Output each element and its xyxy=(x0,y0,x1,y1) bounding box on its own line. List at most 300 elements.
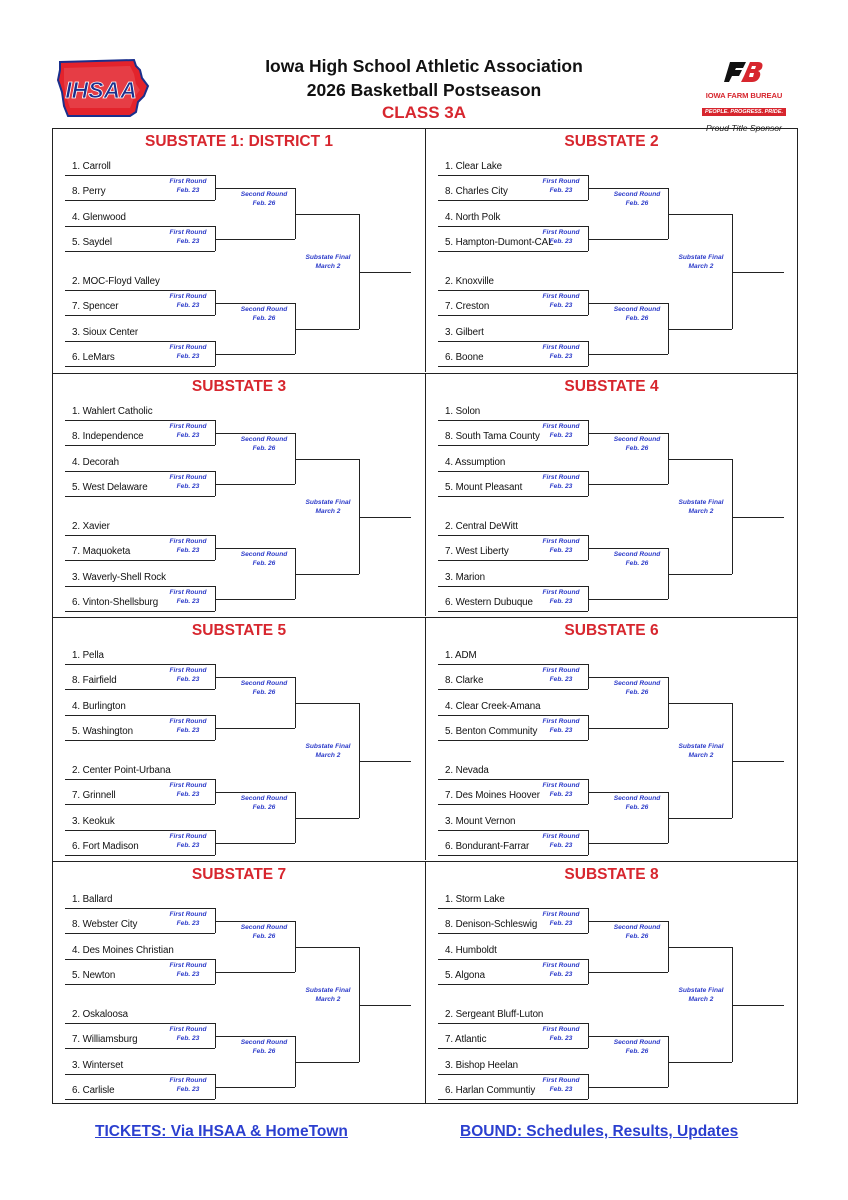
team-slot[interactable] xyxy=(65,1007,215,1024)
substate-final-label-date: March 2 xyxy=(688,751,714,759)
substate-title: SUBSTATE 7 xyxy=(191,866,287,883)
team-slot[interactable] xyxy=(65,159,215,176)
team-name: 7. Spencer xyxy=(72,301,119,312)
first-round-label-title: First Round xyxy=(169,718,207,725)
bracket-line xyxy=(215,303,295,304)
second-round-label xyxy=(229,680,299,697)
first-round-label xyxy=(526,833,596,850)
team-name: 5. Mount Pleasant xyxy=(445,482,523,493)
first-round-label-date: Feb. 23 xyxy=(176,301,200,309)
bracket-line xyxy=(588,433,668,434)
first-round-label-title: First Round xyxy=(169,1026,207,1033)
first-round-label xyxy=(526,178,596,195)
substate-final-label-title: Substate Final xyxy=(305,743,351,750)
second-round-label-date: Feb. 26 xyxy=(625,444,649,452)
team-name: 3. Marion xyxy=(445,572,485,583)
bracket-line xyxy=(215,792,295,793)
second-round-label-title: Second Round xyxy=(613,436,661,443)
first-round-label xyxy=(153,344,223,361)
substate-6-panel xyxy=(425,617,797,860)
sponsor-label: Proud Title Sponsor xyxy=(706,123,782,133)
bracket-line xyxy=(215,599,295,600)
team-name: 5. Hampton-Dumont-CAL xyxy=(445,237,554,248)
team-slot[interactable] xyxy=(65,814,215,831)
first-round-label-title: First Round xyxy=(542,962,580,969)
second-round-label-title: Second Round xyxy=(240,551,288,558)
bound-link[interactable]: BOUND: Schedules, Results, Updates xyxy=(460,1123,739,1140)
first-round-label-date: Feb. 23 xyxy=(549,790,573,798)
team-name: 6. LeMars xyxy=(72,352,115,363)
first-round-label-date: Feb. 23 xyxy=(176,790,200,798)
team-name: 4. Humboldt xyxy=(445,945,497,956)
substate-final-label xyxy=(666,499,736,516)
team-name: 4. North Polk xyxy=(445,212,501,223)
team-name: 1. Clear Lake xyxy=(445,161,502,172)
first-round-label xyxy=(526,293,596,310)
bracket-line xyxy=(215,188,295,189)
second-round-label xyxy=(229,924,299,941)
bracket-line xyxy=(215,1087,295,1088)
bracket-line xyxy=(215,354,295,355)
first-round-label-title: First Round xyxy=(542,1077,580,1084)
second-round-label-title: Second Round xyxy=(240,191,288,198)
team-slot[interactable] xyxy=(65,455,215,472)
team-name: 1. Storm Lake xyxy=(445,894,505,905)
team-name: 1. ADM xyxy=(445,650,477,661)
first-round-label xyxy=(526,782,596,799)
second-round-label-date: Feb. 26 xyxy=(625,932,649,940)
substate-final-label-date: March 2 xyxy=(688,507,714,515)
team-name: 2. Knoxville xyxy=(445,276,494,287)
team-slot[interactable] xyxy=(65,892,215,909)
team-name: 4. Assumption xyxy=(445,457,506,468)
first-round-label xyxy=(526,667,596,684)
substate-final-label xyxy=(293,987,363,1004)
team-name: 8. South Tama County xyxy=(445,431,540,442)
first-round-label xyxy=(153,962,223,979)
first-round-label-date: Feb. 23 xyxy=(176,352,200,360)
team-name: 7. Des Moines Hoover xyxy=(445,790,540,801)
team-name: 3. Sioux Center xyxy=(72,327,139,338)
team-name: 2. Xavier xyxy=(72,521,110,532)
team-name: 2. MOC-Floyd Valley xyxy=(72,276,160,287)
first-round-label-date: Feb. 23 xyxy=(549,1085,573,1093)
team-slot[interactable] xyxy=(65,325,215,342)
second-round-label-title: Second Round xyxy=(240,680,288,687)
first-round-label xyxy=(153,911,223,928)
second-round-label-date: Feb. 26 xyxy=(625,559,649,567)
first-round-label xyxy=(526,538,596,555)
first-round-label-title: First Round xyxy=(542,667,580,674)
team-name: 7. West Liberty xyxy=(445,546,509,557)
first-round-label-title: First Round xyxy=(542,589,580,596)
substate-final-label-title: Substate Final xyxy=(678,987,724,994)
bracket-line xyxy=(668,214,732,215)
title-block xyxy=(200,54,648,124)
first-round-label-title: First Round xyxy=(542,782,580,789)
first-round-label-title: First Round xyxy=(169,1077,207,1084)
substate-4-panel xyxy=(425,373,797,616)
second-round-label-date: Feb. 26 xyxy=(252,803,276,811)
second-round-label xyxy=(229,191,299,208)
bracket-line xyxy=(732,272,784,273)
first-round-label xyxy=(526,911,596,928)
team-name: 4. Des Moines Christian xyxy=(72,945,174,956)
bracket-line xyxy=(295,214,359,215)
farm-bureau-logo-icon xyxy=(724,60,764,84)
substate-title: SUBSTATE 6 xyxy=(564,622,659,639)
substate-final-label-title: Substate Final xyxy=(678,499,724,506)
first-round-label-date: Feb. 23 xyxy=(549,431,573,439)
second-round-label-date: Feb. 26 xyxy=(252,444,276,452)
substate-final-label-date: March 2 xyxy=(315,262,341,270)
first-round-label xyxy=(153,293,223,310)
first-round-label-title: First Round xyxy=(169,911,207,918)
second-round-label xyxy=(602,1039,672,1056)
team-name: 8. Fairfield xyxy=(72,675,117,686)
bracket-line xyxy=(588,1087,668,1088)
team-slot[interactable] xyxy=(438,892,588,909)
team-slot[interactable] xyxy=(438,210,588,227)
bracket-line xyxy=(295,947,359,948)
association-title: Iowa High School Athletic Association xyxy=(265,56,583,76)
substate-title: SUBSTATE 4 xyxy=(564,378,659,395)
first-round-label xyxy=(526,1026,596,1043)
bracket-line xyxy=(588,354,668,355)
first-round-label-date: Feb. 23 xyxy=(549,841,573,849)
team-name: 4. Decorah xyxy=(72,457,119,468)
bracket-line xyxy=(359,517,411,518)
team-name: 8. Independence xyxy=(72,431,144,442)
bracket-line xyxy=(588,728,668,729)
bracket-line xyxy=(215,677,295,678)
substate-final-label-title: Substate Final xyxy=(305,254,351,261)
first-round-label xyxy=(153,474,223,491)
second-round-label xyxy=(602,436,672,453)
team-name: 7. Williamsburg xyxy=(72,1034,138,1045)
sponsor-name: IOWA FARM BUREAU xyxy=(705,91,783,100)
second-round-label xyxy=(602,924,672,941)
substate-final-label-date: March 2 xyxy=(688,262,714,270)
bracket-line xyxy=(668,574,732,575)
team-slot[interactable] xyxy=(438,648,588,665)
substate-final-label xyxy=(666,254,736,271)
bracket-line xyxy=(215,921,295,922)
ihsaa-logo-text: IHSAA xyxy=(65,77,137,103)
first-round-label-date: Feb. 23 xyxy=(549,546,573,554)
first-round-label-title: First Round xyxy=(542,344,580,351)
second-round-label-date: Feb. 26 xyxy=(252,932,276,940)
team-name: 7. Creston xyxy=(445,301,490,312)
bracket-line xyxy=(732,761,784,762)
team-name: 6. Vinton-Shellsburg xyxy=(72,597,159,608)
first-round-label xyxy=(526,474,596,491)
team-slot[interactable] xyxy=(65,1058,215,1075)
bracket-line xyxy=(588,792,668,793)
team-name: 3. Waverly-Shell Rock xyxy=(72,572,166,583)
bracket-line xyxy=(295,329,359,330)
first-round-label xyxy=(153,229,223,246)
first-round-label-title: First Round xyxy=(542,718,580,725)
team-name: 7. Maquoketa xyxy=(72,546,131,557)
first-round-label-title: First Round xyxy=(169,667,207,674)
bracket-line xyxy=(588,1036,668,1037)
substate-title: SUBSTATE 3 xyxy=(191,378,287,395)
substate-3-panel xyxy=(53,373,425,616)
team-slot[interactable] xyxy=(438,699,588,716)
first-round-label-title: First Round xyxy=(169,962,207,969)
team-slot[interactable] xyxy=(438,455,588,472)
first-round-label-date: Feb. 23 xyxy=(549,301,573,309)
first-round-label xyxy=(153,423,223,440)
bracket-line xyxy=(588,548,668,549)
bracket-line xyxy=(588,921,668,922)
class-label: CLASS 3A xyxy=(381,103,467,122)
team-name: 5. West Delaware xyxy=(72,482,148,493)
first-round-label-date: Feb. 23 xyxy=(176,1034,200,1042)
substate-7-panel xyxy=(53,861,425,1104)
second-round-label-date: Feb. 26 xyxy=(625,688,649,696)
first-round-label-title: First Round xyxy=(169,833,207,840)
first-round-label xyxy=(153,178,223,195)
first-round-label-title: First Round xyxy=(542,1026,580,1033)
substate-final-label-date: March 2 xyxy=(315,751,341,759)
bracket-line xyxy=(215,484,295,485)
bracket-line xyxy=(215,239,295,240)
page-header xyxy=(0,0,848,133)
team-name: 2. Center Point-Urbana xyxy=(72,765,171,776)
substate-8-panel xyxy=(425,861,797,1104)
team-name: 1. Solon xyxy=(445,406,481,417)
team-name: 3. Bishop Heelan xyxy=(445,1060,519,1071)
team-slot[interactable] xyxy=(438,519,588,536)
second-round-label xyxy=(229,436,299,453)
bracket-line xyxy=(588,599,668,600)
second-round-label-title: Second Round xyxy=(240,1039,288,1046)
team-slot[interactable] xyxy=(438,1058,588,1075)
bracket-line xyxy=(215,1036,295,1037)
first-round-label-title: First Round xyxy=(542,293,580,300)
second-round-label-title: Second Round xyxy=(240,436,288,443)
first-round-label-date: Feb. 23 xyxy=(176,431,200,439)
team-slot[interactable] xyxy=(65,699,215,716)
bracket-line xyxy=(215,728,295,729)
first-round-label xyxy=(526,962,596,979)
substate-final-label-title: Substate Final xyxy=(305,499,351,506)
second-round-label-title: Second Round xyxy=(613,924,661,931)
first-round-label-title: First Round xyxy=(169,344,207,351)
first-round-label-title: First Round xyxy=(542,911,580,918)
bracket-line xyxy=(588,677,668,678)
first-round-label-title: First Round xyxy=(542,833,580,840)
first-round-label xyxy=(526,589,596,606)
second-round-label xyxy=(229,551,299,568)
substate-final-label xyxy=(666,743,736,760)
second-round-label xyxy=(602,795,672,812)
first-round-label-title: First Round xyxy=(169,423,207,430)
bracket-line xyxy=(359,272,411,273)
team-slot[interactable] xyxy=(65,274,215,291)
second-round-label-date: Feb. 26 xyxy=(252,199,276,207)
team-slot[interactable] xyxy=(438,404,588,421)
substate-final-label xyxy=(666,987,736,1004)
first-round-label xyxy=(526,718,596,735)
team-name: 5. Benton Community xyxy=(445,726,538,737)
team-name: 6. Harlan Communtiy xyxy=(445,1085,536,1096)
team-name: 8. Webster City xyxy=(72,919,138,930)
team-name: 6. Western Dubuque xyxy=(445,597,533,608)
first-round-label-title: First Round xyxy=(542,423,580,430)
bracket-line xyxy=(295,459,359,460)
team-name: 5. Algona xyxy=(445,970,485,981)
team-name: 3. Winterset xyxy=(72,1060,124,1071)
team-name: 8. Charles City xyxy=(445,186,508,197)
first-round-label-date: Feb. 23 xyxy=(176,970,200,978)
team-slot[interactable] xyxy=(438,763,588,780)
second-round-label-title: Second Round xyxy=(240,924,288,931)
second-round-label-title: Second Round xyxy=(613,795,661,802)
first-round-label xyxy=(526,423,596,440)
first-round-label-title: First Round xyxy=(542,178,580,185)
first-round-label xyxy=(153,782,223,799)
team-slot[interactable] xyxy=(65,404,215,421)
bracket-line xyxy=(732,1005,784,1006)
first-round-label-date: Feb. 23 xyxy=(176,841,200,849)
first-round-label-date: Feb. 23 xyxy=(549,970,573,978)
first-round-label-date: Feb. 23 xyxy=(549,919,573,927)
bracket-line xyxy=(588,239,668,240)
first-round-label xyxy=(153,718,223,735)
team-name: 4. Glenwood xyxy=(72,212,126,223)
team-name: 1. Wahlert Catholic xyxy=(72,406,153,417)
first-round-label-date: Feb. 23 xyxy=(176,675,200,683)
team-name: 6. Carlisle xyxy=(72,1085,115,1096)
second-round-label-title: Second Round xyxy=(613,1039,661,1046)
team-slot[interactable] xyxy=(65,943,215,960)
team-name: 5. Washington xyxy=(72,726,133,737)
team-name: 1. Carroll xyxy=(72,161,111,172)
team-slot[interactable] xyxy=(65,519,215,536)
second-round-label-title: Second Round xyxy=(613,306,661,313)
substate-final-label-title: Substate Final xyxy=(305,987,351,994)
team-slot[interactable] xyxy=(438,1007,588,1024)
first-round-label xyxy=(153,538,223,555)
team-name: 6. Fort Madison xyxy=(72,841,139,852)
team-name: 6. Bondurant-Farrar xyxy=(445,841,530,852)
substate-1-panel xyxy=(53,129,425,372)
sponsor-block xyxy=(696,60,792,133)
first-round-label-date: Feb. 23 xyxy=(549,352,573,360)
bracket-line xyxy=(359,1005,411,1006)
first-round-label-date: Feb. 23 xyxy=(176,1085,200,1093)
substate-title: SUBSTATE 1: DISTRICT 1 xyxy=(144,133,334,150)
second-round-label xyxy=(602,680,672,697)
bracket-line xyxy=(588,303,668,304)
tickets-link[interactable]: TICKETS: Via IHSAA & HomeTown xyxy=(95,1123,348,1140)
first-round-label xyxy=(153,589,223,606)
second-round-label xyxy=(229,1039,299,1056)
team-name: 5. Newton xyxy=(72,970,116,981)
first-round-label-title: First Round xyxy=(542,538,580,545)
team-slot[interactable] xyxy=(438,159,588,176)
team-slot[interactable] xyxy=(438,570,588,587)
second-round-label-date: Feb. 26 xyxy=(252,559,276,567)
substate-final-label-title: Substate Final xyxy=(678,743,724,750)
team-name: 6. Boone xyxy=(445,352,484,363)
bracket-line xyxy=(668,459,732,460)
team-slot[interactable] xyxy=(65,763,215,780)
first-round-label-date: Feb. 23 xyxy=(176,726,200,734)
team-name: 7. Atlantic xyxy=(445,1034,487,1045)
team-name: 2. Central DeWitt xyxy=(445,521,518,532)
second-round-label-date: Feb. 26 xyxy=(625,1047,649,1055)
bracket-line xyxy=(295,574,359,575)
team-name: 7. Grinnell xyxy=(72,790,116,801)
bracket-line xyxy=(732,517,784,518)
bracket-line xyxy=(215,972,295,973)
first-round-label-date: Feb. 23 xyxy=(549,675,573,683)
second-round-label-title: Second Round xyxy=(613,680,661,687)
second-round-label-date: Feb. 26 xyxy=(252,1047,276,1055)
first-round-label-title: First Round xyxy=(169,229,207,236)
bracket-line xyxy=(588,484,668,485)
first-round-label-title: First Round xyxy=(542,229,580,236)
bracket-line xyxy=(668,329,732,330)
first-round-label xyxy=(153,667,223,684)
bracket-line xyxy=(215,433,295,434)
substate-title: SUBSTATE 2 xyxy=(564,133,659,150)
second-round-label-title: Second Round xyxy=(240,306,288,313)
first-round-label-date: Feb. 23 xyxy=(176,919,200,927)
team-slot[interactable] xyxy=(65,648,215,665)
team-slot[interactable] xyxy=(438,943,588,960)
team-name: 3. Gilbert xyxy=(445,327,484,338)
team-name: 2. Oskaloosa xyxy=(72,1009,128,1020)
bracket-line xyxy=(215,548,295,549)
substate-2-panel xyxy=(425,129,797,372)
first-round-label-date: Feb. 23 xyxy=(549,482,573,490)
substate-final-label xyxy=(293,254,363,271)
bracket-line xyxy=(668,947,732,948)
second-round-label-date: Feb. 26 xyxy=(625,803,649,811)
bracket-line xyxy=(668,1062,732,1063)
second-round-label xyxy=(229,306,299,323)
first-round-label xyxy=(153,1026,223,1043)
team-name: 8. Denison-Schleswig xyxy=(445,919,538,930)
team-slot[interactable] xyxy=(65,210,215,227)
team-slot[interactable] xyxy=(438,814,588,831)
team-name: 4. Clear Creek-Amana xyxy=(445,701,541,712)
first-round-label-title: First Round xyxy=(169,782,207,789)
first-round-label-date: Feb. 23 xyxy=(549,597,573,605)
team-slot[interactable] xyxy=(65,570,215,587)
first-round-label-title: First Round xyxy=(169,474,207,481)
second-round-label xyxy=(229,795,299,812)
first-round-label-date: Feb. 23 xyxy=(176,597,200,605)
bracket-line xyxy=(588,188,668,189)
bracket-line xyxy=(295,1062,359,1063)
first-round-label xyxy=(526,229,596,246)
bracket-grid xyxy=(52,128,798,1104)
first-round-label-title: First Round xyxy=(542,474,580,481)
team-name: 8. Clarke xyxy=(445,675,484,686)
first-round-label-title: First Round xyxy=(169,589,207,596)
team-slot[interactable] xyxy=(438,325,588,342)
bracket-line xyxy=(668,818,732,819)
team-slot[interactable] xyxy=(438,274,588,291)
second-round-label xyxy=(602,191,672,208)
first-round-label-date: Feb. 23 xyxy=(176,482,200,490)
